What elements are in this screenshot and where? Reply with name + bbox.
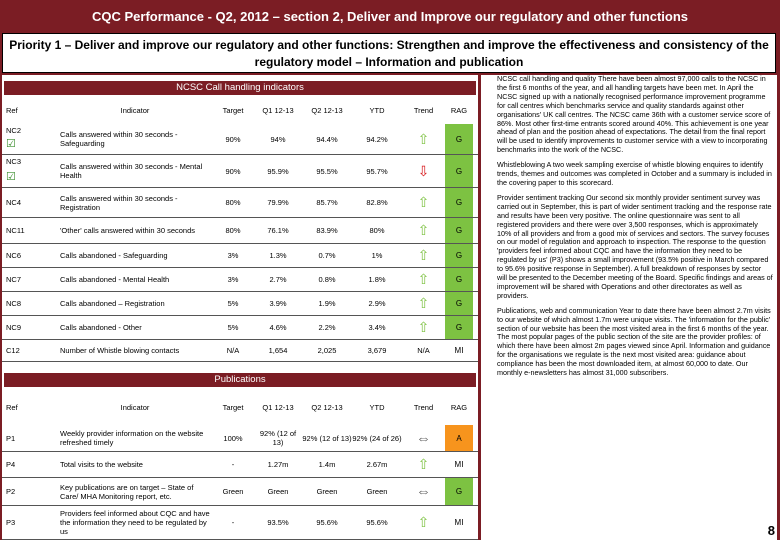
indicator-cell: Calls answered within 30 seconds - Registration — [60, 193, 178, 212]
ref-cell: P3 — [6, 518, 16, 527]
q1-cell: 3.9% — [269, 299, 287, 308]
q1-cell: 94% — [270, 134, 286, 144]
ref-cell: NC2 — [6, 126, 22, 135]
q1-cell: 79.9% — [267, 198, 289, 207]
trend-down-icon: ⇩ — [417, 162, 430, 179]
ref-cell: P4 — [6, 460, 16, 469]
target-cell: - — [231, 460, 235, 469]
ref-cell: NC3 — [6, 157, 22, 166]
header-q2: Q2 12-13 — [311, 105, 343, 115]
q2-cell: 2.2% — [318, 323, 336, 332]
page-number: 8 — [767, 523, 775, 538]
q1-cell: 95.9% — [267, 166, 289, 176]
q1-cell: 4.6% — [269, 323, 287, 332]
target-cell: Green — [222, 487, 244, 496]
rag-status: G — [445, 268, 473, 291]
target-cell: 90% — [225, 166, 241, 176]
ref-cell: P1 — [6, 433, 16, 443]
q1-cell: 1.3% — [269, 251, 287, 260]
ytd-cell: Green — [366, 487, 388, 496]
ref-cell: NC8 — [6, 299, 22, 308]
indicator-cell: Weekly provider information on the website refreshed timely — [60, 429, 204, 447]
indicator-cell: Calls abandoned – Registration — [60, 299, 165, 308]
trend-cell: N/A — [417, 346, 430, 355]
header-ytd: YTD — [369, 402, 385, 412]
q2-cell: 85.7% — [316, 198, 338, 207]
target-cell: N/A — [226, 346, 240, 355]
header-trend: Trend — [413, 402, 434, 412]
rag-status: G — [445, 316, 473, 339]
rag-status: MI — [445, 506, 473, 539]
indicator-cell: Total visits to the website — [60, 460, 143, 469]
ytd-cell: 1.8% — [368, 275, 386, 284]
commentary-whistleblowing: Whistleblowing A two week sampling exercise of whistle blowing enquires to identify trends, themes and outcomes was completed in October and a summary is included in the covering paper to this scorecard. — [497, 160, 772, 187]
table-row — [2, 244, 478, 268]
header-trend: Trend — [413, 105, 434, 115]
ytd-cell: 3,679 — [367, 346, 387, 355]
indicator-cell: Providers feel informed about CQC and have the information they need to be regulated by us — [60, 509, 210, 536]
checkbox-icon: ☑ — [6, 171, 16, 183]
header-ref: Ref — [6, 402, 18, 412]
q2-cell: 0.8% — [318, 275, 336, 284]
trend-cell — [402, 268, 445, 291]
commentary-panel — [481, 75, 777, 540]
q1-cell: 2.7% — [269, 275, 287, 284]
rag-status: G — [445, 188, 473, 217]
target-cell: 80% — [225, 226, 241, 235]
trend-cell — [402, 155, 445, 187]
priority-banner: Priority 1 – Deliver and improve our regulatory and other functions: Strengthen and improve the effectiveness and consistency of the regulatory model – Information and publication — [2, 33, 776, 73]
q1-cell: 92% (12 of 13) — [259, 429, 297, 447]
q2-cell: 95.5% — [316, 166, 338, 176]
ytd-cell: 82.8% — [366, 198, 388, 207]
table-row — [2, 316, 478, 340]
trend-cell — [402, 244, 445, 267]
rag-status: MI — [445, 340, 473, 361]
trend-up-icon: ⇧ — [417, 194, 430, 210]
table-row — [2, 268, 478, 292]
rag-status: G — [445, 292, 473, 315]
ytd-cell: 2.9% — [368, 299, 386, 308]
trend-up-icon: ⇧ — [417, 456, 430, 472]
indicator-cell: Calls abandoned - Other — [60, 323, 142, 332]
rag-status: G — [445, 244, 473, 267]
ytd-cell: 95.7% — [366, 166, 388, 176]
q2-cell: 94.4% — [316, 134, 338, 144]
q2-cell: 92% (12 of 13) — [302, 433, 352, 443]
ref-cell: NC9 — [6, 323, 22, 332]
trend-up-icon: ⇧ — [417, 222, 430, 238]
table-row — [2, 188, 478, 218]
q1-cell: 1.27m — [267, 460, 289, 469]
ytd-cell: 2.67m — [366, 460, 388, 469]
trend-cell — [402, 506, 445, 539]
q1-cell: 76.1% — [267, 226, 289, 235]
target-cell: 90% — [225, 134, 241, 144]
trend-up-icon: ⇧ — [417, 295, 430, 311]
indicator-cell: Calls answered within 30 seconds - Safeguarding — [60, 130, 178, 148]
trend-cell — [402, 292, 445, 315]
q1-cell: 1,654 — [268, 346, 288, 355]
q2-cell: 83.9% — [316, 226, 338, 235]
header-q1: Q1 12-13 — [262, 402, 294, 412]
trend-up-icon: ⇧ — [417, 247, 430, 263]
target-cell: - — [231, 518, 235, 527]
rag-status: MI — [445, 452, 473, 477]
ref-cell: P2 — [6, 487, 16, 496]
table-row — [2, 155, 478, 188]
ref-cell: NC6 — [6, 251, 22, 260]
table-row — [2, 478, 478, 506]
commentary-publications: Publications, web and communication Year to date there have been almost 2.7m visits to our website of which almost 1.7m were unique visits. The 'information for the public' section of our website has been the most visited area in the first 6 months of the year. The most popular pages of the public section of the site are the provider profiles: of which there have been almost 2m pages viewed since April. Information and guidance for the organisations we regulate is the next most visited area: guidance about compliance has been the most downloaded item, at almost 60,000 to date. Our monthly e-newsletters has almost 31,000 subscribers. — [497, 305, 771, 378]
indicator-cell: Calls abandoned - Mental Health — [60, 275, 170, 284]
table-row — [2, 340, 478, 362]
nsc-header — [2, 96, 478, 124]
trend-up-icon: ⇧ — [417, 319, 430, 335]
header-ytd: YTD — [369, 105, 385, 115]
header-q2: Q2 12-13 — [311, 402, 343, 412]
trend-up-icon: ⇧ — [417, 130, 430, 147]
rag-status: G — [445, 124, 473, 154]
header-rag: RAG — [450, 105, 468, 115]
header-q1: Q1 12-13 — [262, 105, 294, 115]
header-ref: Ref — [6, 105, 18, 115]
target-cell: 3% — [227, 275, 239, 284]
q2-cell: 2,025 — [317, 346, 337, 355]
q2-cell: 1.9% — [318, 299, 336, 308]
ref-cell: NC4 — [6, 198, 22, 207]
table-row — [2, 506, 478, 540]
indicator-cell: Calls abandoned - Safeguarding — [60, 251, 168, 260]
rag-status: G — [445, 478, 473, 505]
indicator-cell: Calls answered within 30 seconds - Mental Health — [60, 162, 203, 180]
pub-heading: Publications — [4, 373, 476, 387]
commentary-sentiment: Provider sentiment tracking Our second six monthly provider sentiment survey was carried out in September, this is part of wider sentiment tracking and the response rate and results have been very positive. The online questionnaire was sent to all registered providers and there were over 3,500 responses, which is approximately 10% of all providers and from a good mix of services and sectors. The survey focuses on our model of regulation and approach to inspection. The response to the question 'providers feel informed about CQC and have the information they need to be regulated by us' (P3) shows a small improvement (93.5% positive in March compared to 95.6% positive response in September). A full breakdown of responses by sector will be presented to the December meeting of the Board. Specific findings and areas of improvement will be shared with Operations and other directorates as well as providers. — [497, 192, 773, 300]
q2-cell: 0.7% — [318, 251, 336, 260]
table-row — [2, 425, 478, 452]
trend-stable-icon: ⇔ — [416, 483, 431, 500]
target-cell: 5% — [227, 299, 239, 308]
q2-cell: 95.6% — [316, 518, 338, 527]
trend-cell — [402, 478, 445, 505]
trend-cell — [402, 218, 445, 243]
ytd-cell: 94.2% — [366, 134, 388, 144]
trend-cell — [402, 425, 445, 451]
rag-status: A — [445, 425, 473, 451]
table-row — [2, 452, 478, 478]
page-title: CQC Performance - Q2, 2012 – section 2, Deliver and Improve our regulatory and other functions — [92, 9, 688, 24]
trend-cell — [402, 188, 445, 217]
header-target: Target — [222, 402, 244, 412]
q1-cell: 93.5% — [267, 518, 289, 527]
ytd-cell: 80% — [369, 226, 385, 235]
target-cell: 5% — [227, 323, 239, 332]
ref-cell: C12 — [6, 346, 20, 355]
scorecard-panel — [2, 75, 478, 540]
ytd-cell: 3.4% — [368, 323, 386, 332]
header-target: Target — [222, 105, 244, 115]
trend-stable-icon: ⇔ — [416, 429, 431, 447]
rag-status: G — [445, 218, 473, 243]
checkbox-icon: ☑ — [6, 138, 16, 150]
target-cell: 3% — [227, 251, 239, 260]
trend-cell — [402, 452, 445, 477]
table-row — [2, 218, 478, 244]
header-rag: RAG — [450, 402, 468, 412]
table-row — [2, 292, 478, 316]
target-cell: 80% — [225, 198, 241, 207]
trend-up-icon: ⇧ — [417, 514, 430, 530]
ytd-cell: 1% — [371, 251, 383, 260]
commentary-ncsc: NCSC call handling and quality There have been almost 97,000 calls to the NCSC in the first 6 months of the year, and all handling targets have been met. In April the NCSC signed up with a nationally recognised performance improvement programme for call centres which benchmarks service and quality standards against other organisations' UK call centres. The NCSC came 36th with a customer service score of 86%. Most other first-time entrants scored around 40%. This achievement is one year ahead of plan and the position ahead of expectations. The detail from the final report will be used to identify improvements to customer service with a view to incorporating benchmarks into the work of the NCSC. — [497, 74, 771, 155]
pub-header — [2, 389, 478, 425]
q2-cell: 1.4m — [318, 460, 336, 469]
header-indicator: Indicator — [120, 105, 150, 115]
q1-cell: Green — [267, 487, 289, 496]
header-indicator: Indicator — [120, 402, 150, 412]
trend-cell — [402, 316, 445, 339]
indicator-cell: Key publications are on target – State of Care/ MHA Monitoring report, etc. — [60, 482, 194, 501]
ref-cell: NC7 — [6, 275, 22, 284]
target-cell: 100% — [223, 433, 243, 443]
trend-cell — [402, 124, 445, 154]
ref-cell: NC11 — [6, 226, 25, 235]
indicator-cell: Number of Whistle blowing contacts — [60, 346, 180, 355]
table-row — [2, 124, 478, 155]
nsc-heading: NCSC Call handling indicators — [4, 81, 476, 95]
trend-up-icon: ⇧ — [417, 271, 430, 287]
rag-status: G — [445, 155, 473, 187]
ytd-cell: 92% (24 of 26) — [352, 433, 402, 443]
ytd-cell: 95.6% — [366, 518, 388, 527]
q2-cell: Green — [316, 487, 338, 496]
indicator-cell: 'Other' calls answered within 30 seconds — [60, 226, 196, 235]
